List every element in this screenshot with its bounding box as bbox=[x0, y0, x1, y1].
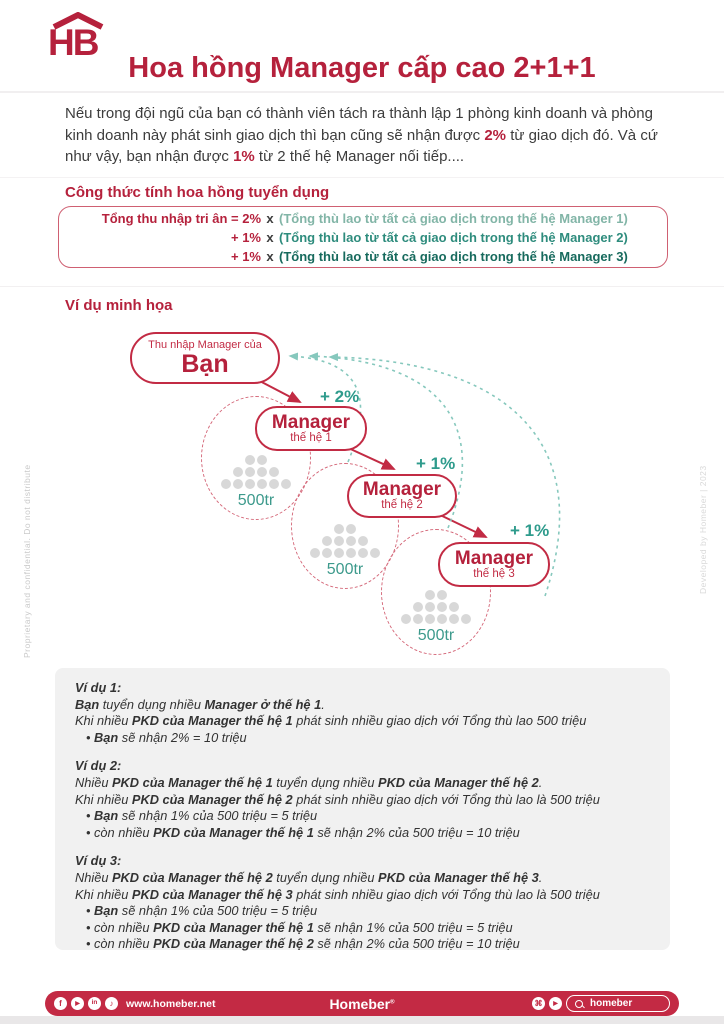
example-bullet-line: • còn nhiều PKD của Manager thế hệ 2 sẽ nhận 2% của 500 triệu = 10 triệu bbox=[86, 936, 520, 952]
formula-operator: x bbox=[266, 210, 274, 226]
example-heading: Ví dụ 3: bbox=[75, 853, 122, 869]
your-income-caption: Thu nhập Manager của bbox=[148, 339, 262, 351]
page-edge-strip bbox=[0, 1016, 724, 1024]
header-divider bbox=[0, 91, 724, 93]
example-bullet-line: • Bạn sẽ nhận 1% của 500 triệu = 5 triệu bbox=[86, 903, 318, 919]
team-dots bbox=[401, 590, 471, 624]
team-dots bbox=[310, 524, 380, 558]
confidential-note: Proprietary and confidential. Do not distribute bbox=[22, 464, 32, 658]
youtube-icon[interactable]: ▶ bbox=[71, 997, 84, 1010]
commission-pct-label-3: + 1% bbox=[510, 521, 550, 540]
manager-gen3-box bbox=[438, 542, 550, 587]
formula-row bbox=[59, 209, 657, 228]
page-title: Hoa hồng Manager cấp cao 2+1+1 bbox=[128, 52, 596, 84]
amount-label: 500tr bbox=[417, 627, 455, 644]
manager-title: Manager bbox=[362, 479, 442, 500]
example-heading: Ví dụ 1: bbox=[75, 680, 122, 695]
formula-right-term: (Tổng thù lao từ tất cả giao dịch trong thế hệ Manager 3) bbox=[279, 248, 628, 264]
your-income-title: Bạn bbox=[181, 350, 229, 378]
example-line: Nhiều PKD của Manager thế hệ 2 tuyển dụng nhiều PKD của Manager thế hệ 3. bbox=[75, 869, 543, 885]
footer-bar bbox=[45, 991, 679, 1016]
formula-left-term: + 1% bbox=[231, 248, 261, 264]
facebook-icon[interactable]: f bbox=[54, 997, 67, 1010]
commission-pct-label-2: + 1% bbox=[416, 454, 456, 473]
example-block-2 bbox=[75, 758, 650, 841]
formula-box bbox=[58, 206, 668, 268]
commission-pct-label-1: + 2% bbox=[320, 387, 360, 406]
intro-paragraph: Nếu trong đội ngũ của bạn có thành viên tách ra thành lập 1 phòng kinh doanh và phòng kinh doanh này phát sinh giao dịch thì bạn cũng sẽ nhận được 2% từ giao dịch đó. Và cứ như vậy, bạn nhận được 1% từ 2 thế hệ Manager nối tiếp.... bbox=[65, 105, 658, 165]
search-text: homeber bbox=[590, 998, 633, 1009]
amount-label: 500tr bbox=[326, 561, 364, 578]
tiktok-icon[interactable]: ♪ bbox=[105, 997, 118, 1010]
manager-title: Manager bbox=[454, 547, 534, 569]
manager-subtitle: thế hệ 1 bbox=[290, 431, 332, 444]
example-line: Khi nhiều PKD của Manager thế hệ 3 phát sinh nhiều giao dịch với Tổng thù lao là 500 triệu bbox=[75, 886, 600, 902]
manager-gen1-box bbox=[255, 406, 367, 451]
example-heading: Ví dụ 2: bbox=[75, 758, 122, 774]
svg-text:HB: HB bbox=[48, 22, 98, 63]
linkedin-icon[interactable]: in bbox=[88, 997, 101, 1010]
example-block-1 bbox=[75, 680, 650, 746]
credit-note: Developed by Homeber | 2023 bbox=[698, 465, 708, 594]
manager-subtitle: thế hệ 3 bbox=[473, 567, 515, 580]
examples-card bbox=[55, 668, 670, 950]
example-line: Bạn tuyển dụng nhiều Manager ở thế hệ 1. bbox=[75, 696, 325, 712]
search-pill[interactable] bbox=[566, 995, 670, 1012]
formula-operator: x bbox=[266, 248, 274, 264]
example-bullet-line: • Bạn sẽ nhận 1% của 500 triệu = 5 triệu bbox=[86, 808, 318, 824]
google-play-icon[interactable]: ▶ bbox=[549, 997, 562, 1010]
example-line: Khi nhiều PKD của Manager thế hệ 1 phát sinh nhiều giao dịch với Tổng thù lao 500 triệu bbox=[75, 713, 587, 729]
formula-divider bbox=[0, 286, 724, 287]
formula-right-term: (Tổng thù lao từ tất cả giao dịch trong thế hệ Manager 1) bbox=[279, 210, 628, 226]
formula-operator: x bbox=[266, 229, 274, 245]
example-block-3 bbox=[75, 853, 650, 953]
manager-subtitle: thế hệ 2 bbox=[381, 499, 423, 511]
registered-mark: ® bbox=[390, 998, 395, 1005]
app-store-icon[interactable]: ⌘ bbox=[532, 997, 545, 1010]
website-url[interactable]: www.homeber.net bbox=[126, 997, 216, 1010]
intro-divider bbox=[0, 177, 724, 178]
amount-label: 500tr bbox=[237, 492, 275, 509]
formula-row bbox=[59, 228, 657, 247]
formula-right-term: (Tổng thù lao từ tất cả giao dịch trong thế hệ Manager 2) bbox=[279, 229, 628, 245]
formula-left-term: + 1% bbox=[231, 229, 261, 245]
example-line: Nhiều PKD của Manager thế hệ 1 tuyển dụng nhiều PKD của Manager thế hệ 2. bbox=[75, 774, 543, 790]
illustration-heading: Ví dụ minh họa bbox=[65, 297, 173, 314]
formula-heading: Công thức tính hoa hồng tuyển dụng bbox=[65, 184, 330, 201]
manager-gen2-box bbox=[347, 474, 457, 518]
example-bullet-line: • còn nhiều PKD của Manager thế hệ 1 sẽ nhận 2% của 500 triệu = 10 triệu bbox=[86, 824, 520, 840]
app-links bbox=[532, 995, 670, 1012]
manager-title: Manager bbox=[271, 411, 351, 433]
search-icon bbox=[575, 1000, 583, 1008]
social-links bbox=[54, 997, 118, 1010]
example-line: Khi nhiều PKD của Manager thế hệ 2 phát sinh nhiều giao dịch với Tổng thù lao là 500 triệu bbox=[75, 791, 600, 807]
team-dots bbox=[221, 455, 291, 489]
formula-left-term: Tổng thu nhập tri ân = 2% bbox=[101, 210, 261, 226]
brand-name: Homeber® bbox=[329, 995, 395, 1012]
formula-row bbox=[59, 247, 657, 266]
example-bullet-line: • còn nhiều PKD của Manager thế hệ 1 sẽ nhận 1% của 500 triệu = 5 triệu bbox=[86, 919, 513, 935]
example-bullet-line: • Bạn sẽ nhận 2% = 10 triệu bbox=[86, 729, 247, 745]
your-income-box bbox=[130, 332, 280, 384]
